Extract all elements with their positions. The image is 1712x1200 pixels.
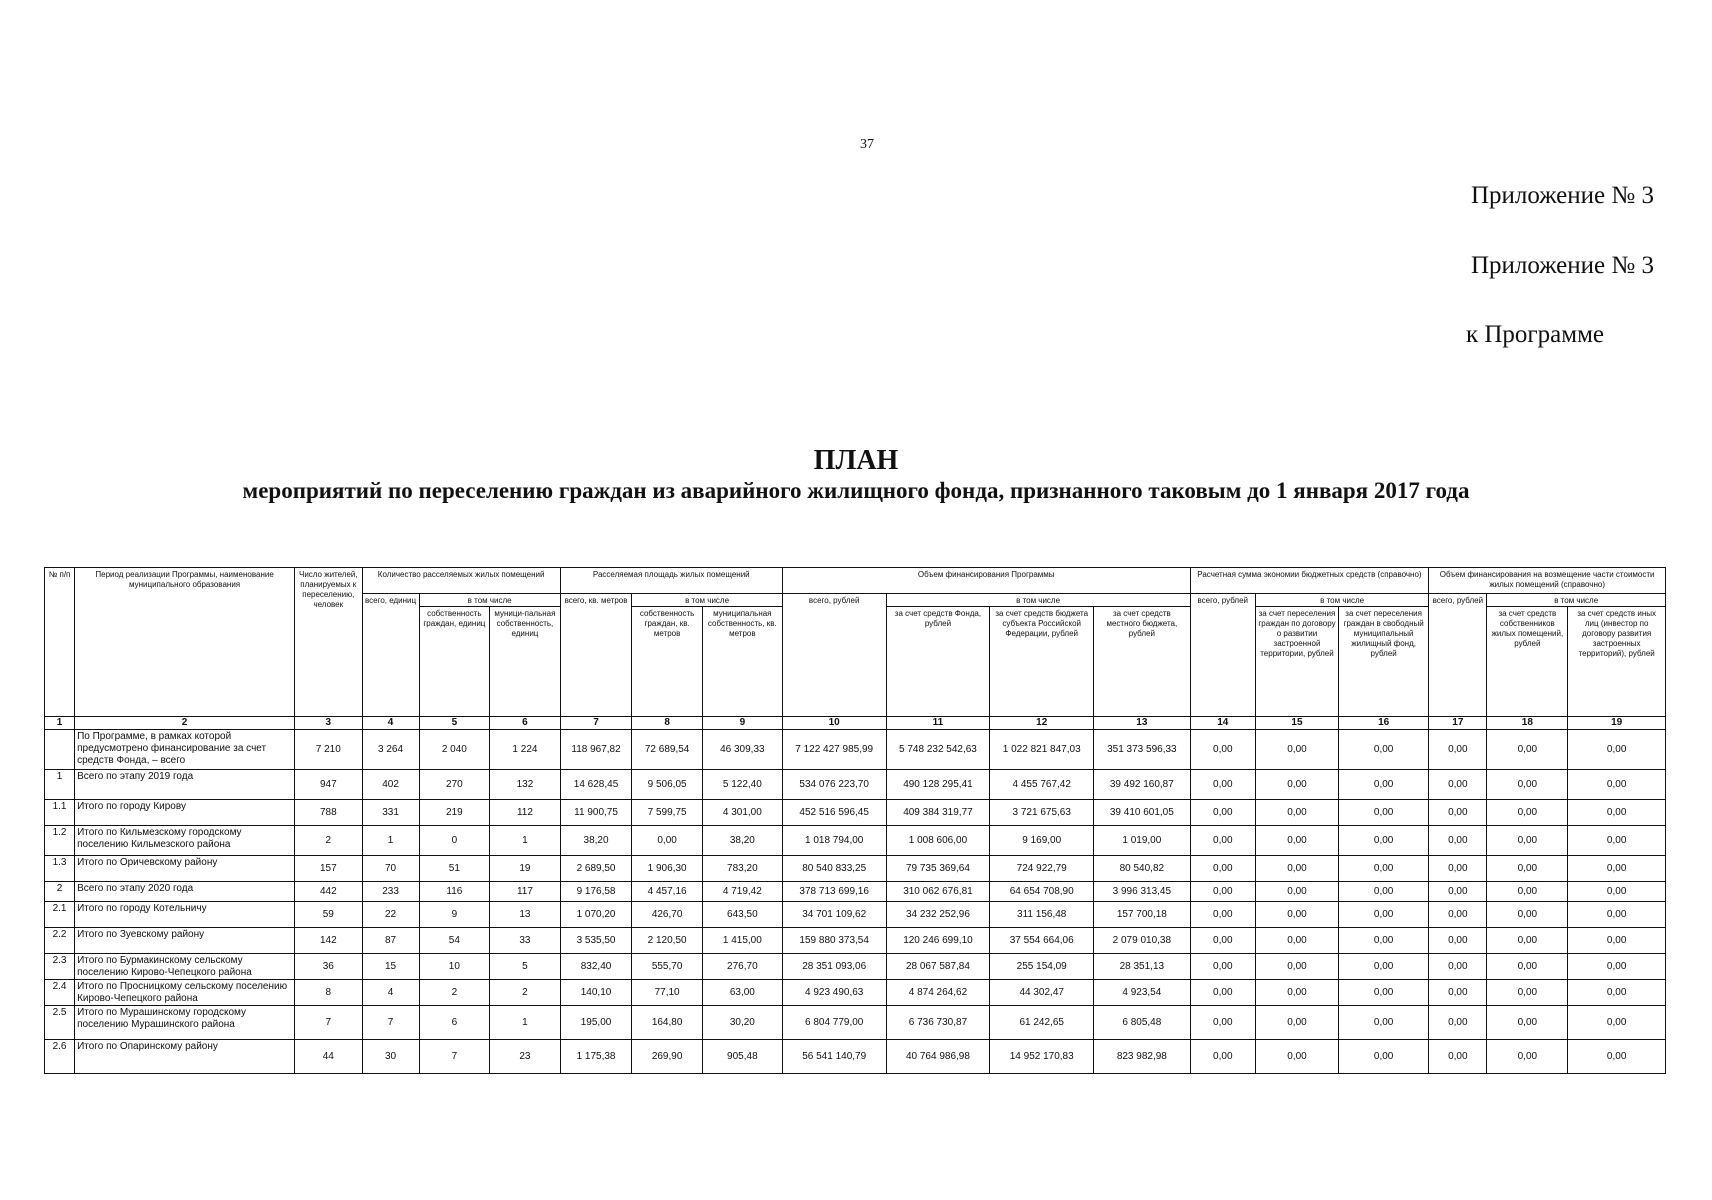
row-value: 80 540 833,25	[782, 856, 886, 882]
row-value: 0,00	[1190, 730, 1255, 770]
header-regional-rub: за счет средств бюджета субъекта Российской Федерации, рублей	[990, 607, 1094, 717]
resettlement-plan-table	[44, 567, 1666, 1074]
row-value: 140,10	[560, 980, 632, 1006]
row-value: 44 302,47	[990, 980, 1094, 1006]
row-value: 14 628,45	[560, 770, 632, 800]
header-including: в том числе	[886, 594, 1190, 607]
row-value: 0,00	[1568, 882, 1666, 902]
row-value: 351 373 596,33	[1094, 730, 1191, 770]
row-value: 823 982,98	[1094, 1040, 1191, 1074]
row-name: Итого по Кильмезскому городскому поселению Кильмезского района	[75, 826, 295, 856]
row-value: 44	[295, 1040, 362, 1074]
row-value: 6 805,48	[1094, 1006, 1191, 1040]
row-value: 1	[490, 1006, 561, 1040]
row-value: 30,20	[702, 1006, 782, 1040]
row-value: 164,80	[632, 1006, 703, 1040]
appendix-label: Приложение № 3	[1470, 182, 1654, 209]
header-reimb-other: за счет средств иных лиц (инвестор по договору развития застроенных территорий), рублей	[1568, 607, 1666, 717]
row-value: 19	[490, 856, 561, 882]
row-value: 0,00	[1255, 826, 1338, 856]
header-reimb-owners: за счет средств собственников жилых помещений, рублей	[1487, 607, 1568, 717]
row-value: 0,00	[1568, 730, 1666, 770]
header-group-reimbursement: Объем финансирования на возмещение части стоимости жилых помещений (справочно)	[1429, 568, 1666, 594]
header-including: в том числе	[1255, 594, 1428, 607]
document-subtitle: мероприятий по переселению граждан из аварийного жилищного фонда, признанного таковым до 1 января 2017 года	[242, 478, 1470, 503]
row-value: 643,50	[702, 902, 782, 928]
row-value: 0,00	[1487, 980, 1568, 1006]
row-value: 37 554 664,06	[990, 928, 1094, 954]
row-name: Итого по Оричевскому району	[75, 856, 295, 882]
header-citizens-area: собственность граждан, кв. метров	[632, 607, 703, 717]
header-group-units: Количество расселяемых жилых помещений	[362, 568, 560, 594]
header-citizens-units: собственность граждан, единиц	[419, 607, 490, 717]
row-value: 0,00	[1190, 1006, 1255, 1040]
row-value: 0,00	[1568, 928, 1666, 954]
row-number: 2.3	[45, 954, 75, 980]
row-value: 0,00	[1429, 902, 1487, 928]
row-value: 3 264	[362, 730, 419, 770]
header-group-area: Расселяемая площадь жилых помещений	[560, 568, 782, 594]
row-name: Итого по городу Котельничу	[75, 902, 295, 928]
row-value: 490 128 295,41	[886, 770, 990, 800]
row-value: 7	[362, 1006, 419, 1040]
column-number: 16	[1338, 717, 1428, 730]
header-no: № п/п	[45, 568, 75, 717]
header-group-financing: Объем финансирования Программы	[782, 568, 1190, 594]
row-value: 1 022 821 847,03	[990, 730, 1094, 770]
row-number: 2.6	[45, 1040, 75, 1074]
row-value: 0,00	[1568, 954, 1666, 980]
row-number: 2.5	[45, 1006, 75, 1040]
header-fund-rub: за счет средств Фонда, рублей	[886, 607, 990, 717]
row-value: 64 654 708,90	[990, 882, 1094, 902]
row-value: 0,00	[632, 826, 703, 856]
row-value: 0,00	[1429, 800, 1487, 826]
row-value: 0,00	[1429, 826, 1487, 856]
row-value: 1 019,00	[1094, 826, 1191, 856]
row-value: 8	[295, 980, 362, 1006]
row-value: 276,70	[702, 954, 782, 980]
row-value: 46 309,33	[702, 730, 782, 770]
row-value: 0,00	[1255, 800, 1338, 826]
column-number: 9	[702, 717, 782, 730]
row-value: 2	[295, 826, 362, 856]
row-value: 142	[295, 928, 362, 954]
row-value: 23	[490, 1040, 561, 1074]
row-value: 233	[362, 882, 419, 902]
row-value: 6 804 779,00	[782, 1006, 886, 1040]
row-value: 2 689,50	[560, 856, 632, 882]
row-value: 0,00	[1487, 882, 1568, 902]
row-value: 0,00	[1429, 882, 1487, 902]
row-value: 0,00	[1190, 882, 1255, 902]
table-row	[45, 902, 1666, 928]
row-value: 3 996 313,45	[1094, 882, 1191, 902]
row-value: 0,00	[1338, 980, 1428, 1006]
row-value: 255 154,09	[990, 954, 1094, 980]
row-number: 2.4	[45, 980, 75, 1006]
row-value: 15	[362, 954, 419, 980]
row-value: 0,00	[1255, 1040, 1338, 1074]
row-value: 402	[362, 770, 419, 800]
row-value: 905,48	[702, 1040, 782, 1074]
row-value: 14 952 170,83	[990, 1040, 1094, 1074]
row-value: 7 210	[295, 730, 362, 770]
row-value: 0,00	[1338, 826, 1428, 856]
row-value: 4 874 264,62	[886, 980, 990, 1006]
row-value: 452 516 596,45	[782, 800, 886, 826]
row-value: 1 018 794,00	[782, 826, 886, 856]
row-value: 7	[419, 1040, 490, 1074]
table-row	[45, 928, 1666, 954]
row-value: 270	[419, 770, 490, 800]
column-number: 13	[1094, 717, 1191, 730]
row-value: 0,00	[1429, 1040, 1487, 1074]
row-value: 0,00	[1338, 856, 1428, 882]
row-value: 0,00	[1568, 980, 1666, 1006]
row-value: 1 224	[490, 730, 561, 770]
row-value: 9	[419, 902, 490, 928]
table-row	[45, 730, 1666, 770]
row-value: 0,00	[1338, 954, 1428, 980]
column-number-row	[45, 717, 1666, 730]
row-value: 9 169,00	[990, 826, 1094, 856]
row-value: 0,00	[1487, 730, 1568, 770]
row-name: Итого по городу Кирову	[75, 800, 295, 826]
row-value: 9 506,05	[632, 770, 703, 800]
row-value: 0,00	[1338, 730, 1428, 770]
row-value: 159 880 373,54	[782, 928, 886, 954]
row-value: 0,00	[1255, 902, 1338, 928]
row-value: 34 701 109,62	[782, 902, 886, 928]
row-value: 331	[362, 800, 419, 826]
row-value: 39 410 601,05	[1094, 800, 1191, 826]
header-econ-free-fund: за счет переселения граждан в свободный муниципальный жилищный фонд, рублей	[1338, 607, 1428, 717]
header-municipal-units: муници-пальная собственность, единиц	[490, 607, 561, 717]
row-value: 0,00	[1429, 730, 1487, 770]
row-value: 0,00	[1568, 856, 1666, 882]
row-value: 77,10	[632, 980, 703, 1006]
row-name: Итого по Мурашинскому городскому поселению Мурашинского района	[75, 1006, 295, 1040]
row-value: 0,00	[1190, 902, 1255, 928]
table-row	[45, 980, 1666, 1006]
row-number: 2.1	[45, 902, 75, 928]
row-value: 0,00	[1338, 902, 1428, 928]
row-value: 0,00	[1568, 902, 1666, 928]
row-value: 0,00	[1338, 928, 1428, 954]
row-number: 2.2	[45, 928, 75, 954]
header-total-units: всего, единиц	[362, 594, 419, 717]
column-number: 10	[782, 717, 886, 730]
row-value: 0,00	[1568, 770, 1666, 800]
row-value: 10	[419, 954, 490, 980]
row-value: 0,00	[1255, 928, 1338, 954]
row-value: 0,00	[1190, 856, 1255, 882]
row-value: 0,00	[1487, 1040, 1568, 1074]
row-value: 2	[490, 980, 561, 1006]
row-value: 788	[295, 800, 362, 826]
header-econ-development: за счет переселения граждан по договору о развитии застроенной территории, рублей	[1255, 607, 1338, 717]
row-value: 0,00	[1255, 1006, 1338, 1040]
row-value: 195,00	[560, 1006, 632, 1040]
row-number: 1.3	[45, 856, 75, 882]
row-value: 5	[490, 954, 561, 980]
row-value: 13	[490, 902, 561, 928]
row-value: 0,00	[1338, 882, 1428, 902]
row-value: 724 922,79	[990, 856, 1094, 882]
row-value: 0,00	[1338, 1006, 1428, 1040]
row-name: Всего по этапу 2020 года	[75, 882, 295, 902]
row-number: 2	[45, 882, 75, 902]
row-number: 1	[45, 770, 75, 800]
row-value: 0,00	[1487, 800, 1568, 826]
row-value: 79 735 369,64	[886, 856, 990, 882]
row-value: 0,00	[1568, 1040, 1666, 1074]
row-value: 0,00	[1487, 928, 1568, 954]
row-value: 28 351,13	[1094, 954, 1191, 980]
column-number: 17	[1429, 717, 1487, 730]
row-value: 783,20	[702, 856, 782, 882]
row-value: 310 062 676,81	[886, 882, 990, 902]
row-value: 6	[419, 1006, 490, 1040]
row-number: 1.1	[45, 800, 75, 826]
header-reimb-total: всего, рублей	[1429, 594, 1487, 717]
row-value: 7 122 427 985,99	[782, 730, 886, 770]
row-value: 947	[295, 770, 362, 800]
row-value: 2 079 010,38	[1094, 928, 1191, 954]
table-row	[45, 1006, 1666, 1040]
column-number: 14	[1190, 717, 1255, 730]
table-body	[45, 730, 1666, 1074]
row-value: 28 351 093,06	[782, 954, 886, 980]
row-value: 157	[295, 856, 362, 882]
row-value: 118 967,82	[560, 730, 632, 770]
row-value: 2 040	[419, 730, 490, 770]
row-value: 4 457,16	[632, 882, 703, 902]
header-econ-total: всего, рублей	[1190, 594, 1255, 717]
table-row	[45, 954, 1666, 980]
row-value: 87	[362, 928, 419, 954]
row-value: 0,00	[1429, 928, 1487, 954]
row-value: 0,00	[1487, 902, 1568, 928]
row-value: 7	[295, 1006, 362, 1040]
table-row	[45, 800, 1666, 826]
row-value: 0,00	[1190, 980, 1255, 1006]
column-number: 2	[75, 717, 295, 730]
header-municipal-area: муниципальная собственность, кв. метров	[702, 607, 782, 717]
row-name: Итого по Бурмакинскому сельскому поселению Кирово-Чепецкого района	[75, 954, 295, 980]
row-value: 1 175,38	[560, 1040, 632, 1074]
row-value: 1 008 606,00	[886, 826, 990, 856]
column-number: 6	[490, 717, 561, 730]
row-value: 112	[490, 800, 561, 826]
row-value: 0,00	[1255, 980, 1338, 1006]
row-number	[45, 730, 75, 770]
row-value: 0,00	[1190, 770, 1255, 800]
row-value: 61 242,65	[990, 1006, 1094, 1040]
row-value: 7 599,75	[632, 800, 703, 826]
row-value: 3 721 675,63	[990, 800, 1094, 826]
table-row	[45, 856, 1666, 882]
column-number: 4	[362, 717, 419, 730]
row-value: 1	[490, 826, 561, 856]
row-value: 22	[362, 902, 419, 928]
row-value: 0,00	[1487, 954, 1568, 980]
header-including: в том числе	[1487, 594, 1666, 607]
row-value: 0,00	[1190, 826, 1255, 856]
row-value: 409 384 319,77	[886, 800, 990, 826]
row-value: 534 076 223,70	[782, 770, 886, 800]
row-value: 3 535,50	[560, 928, 632, 954]
row-value: 0,00	[1568, 826, 1666, 856]
row-value: 157 700,18	[1094, 902, 1191, 928]
row-value: 0,00	[1429, 1006, 1487, 1040]
document-title: ПЛАН	[813, 445, 899, 476]
row-value: 0,00	[1568, 800, 1666, 826]
row-value: 0,00	[1255, 730, 1338, 770]
header-residents: Число жителей, планируемых к переселению, человек	[295, 568, 362, 717]
row-value: 0,00	[1338, 770, 1428, 800]
row-value: 38,20	[702, 826, 782, 856]
page-number: 37	[860, 137, 874, 152]
row-value: 0,00	[1487, 1006, 1568, 1040]
column-number: 18	[1487, 717, 1568, 730]
row-value: 38,20	[560, 826, 632, 856]
row-value: 269,90	[632, 1040, 703, 1074]
row-value: 0	[419, 826, 490, 856]
row-value: 0,00	[1190, 954, 1255, 980]
header-local-rub: за счет средств местного бюджета, рублей	[1094, 607, 1191, 717]
row-name: Итого по Опаринскому району	[75, 1040, 295, 1074]
row-value: 117	[490, 882, 561, 902]
row-value: 11 900,75	[560, 800, 632, 826]
row-value: 4 301,00	[702, 800, 782, 826]
row-value: 0,00	[1190, 1040, 1255, 1074]
row-value: 832,40	[560, 954, 632, 980]
row-value: 63,00	[702, 980, 782, 1006]
row-value: 1 906,30	[632, 856, 703, 882]
row-value: 0,00	[1429, 770, 1487, 800]
row-value: 28 067 587,84	[886, 954, 990, 980]
row-value: 0,00	[1255, 770, 1338, 800]
table-row	[45, 826, 1666, 856]
header-total-rub: всего, рублей	[782, 594, 886, 717]
row-value: 1 415,00	[702, 928, 782, 954]
header-name: Период реализации Программы, наименование муниципального образования	[75, 568, 295, 717]
table-row	[45, 770, 1666, 800]
row-value: 0,00	[1487, 770, 1568, 800]
row-value: 1 070,20	[560, 902, 632, 928]
row-value: 0,00	[1429, 954, 1487, 980]
row-number: 1.2	[45, 826, 75, 856]
header-including: в том числе	[632, 594, 782, 607]
column-number: 1	[45, 717, 75, 730]
column-number: 12	[990, 717, 1094, 730]
row-value: 4 923 490,63	[782, 980, 886, 1006]
row-value: 72 689,54	[632, 730, 703, 770]
row-value: 4	[362, 980, 419, 1006]
header-total-area: всего, кв. метров	[560, 594, 632, 717]
row-value: 1	[362, 826, 419, 856]
table-row	[45, 882, 1666, 902]
row-value: 34 232 252,96	[886, 902, 990, 928]
row-value: 80 540,82	[1094, 856, 1191, 882]
table-row	[45, 1040, 1666, 1074]
row-value: 219	[419, 800, 490, 826]
row-value: 0,00	[1487, 856, 1568, 882]
row-value: 33	[490, 928, 561, 954]
row-value: 0,00	[1190, 928, 1255, 954]
column-number: 15	[1255, 717, 1338, 730]
row-value: 0,00	[1338, 800, 1428, 826]
row-value: 9 176,58	[560, 882, 632, 902]
row-value: 0,00	[1487, 826, 1568, 856]
row-value: 132	[490, 770, 561, 800]
row-value: 2	[419, 980, 490, 1006]
row-value: 116	[419, 882, 490, 902]
row-value: 4 719,42	[702, 882, 782, 902]
row-value: 4 923,54	[1094, 980, 1191, 1006]
row-name: Итого по Зуевскому району	[75, 928, 295, 954]
program-reference: к Программе	[1465, 321, 1604, 348]
row-value: 39 492 160,87	[1094, 770, 1191, 800]
row-value: 0,00	[1429, 856, 1487, 882]
row-value: 36	[295, 954, 362, 980]
row-value: 56 541 140,79	[782, 1040, 886, 1074]
row-value: 442	[295, 882, 362, 902]
row-value: 6 736 730,87	[886, 1006, 990, 1040]
row-value: 70	[362, 856, 419, 882]
row-value: 54	[419, 928, 490, 954]
column-number: 5	[419, 717, 490, 730]
row-value: 0,00	[1255, 882, 1338, 902]
table-header	[45, 568, 1666, 730]
row-value: 5 748 232 542,63	[886, 730, 990, 770]
row-value: 4 455 767,42	[990, 770, 1094, 800]
row-value: 0,00	[1255, 856, 1338, 882]
row-value: 51	[419, 856, 490, 882]
column-number: 3	[295, 717, 362, 730]
row-value: 311 156,48	[990, 902, 1094, 928]
row-value: 0,00	[1568, 1006, 1666, 1040]
appendix-label: Приложение № 3	[1470, 252, 1654, 279]
row-name: По Программе, в рамках которой предусмотрено финансирование за счет средств Фонда, – всего	[75, 730, 295, 770]
row-value: 40 764 986,98	[886, 1040, 990, 1074]
row-value: 120 246 699,10	[886, 928, 990, 954]
column-number: 8	[632, 717, 703, 730]
row-value: 378 713 699,16	[782, 882, 886, 902]
row-value: 555,70	[632, 954, 703, 980]
column-number: 11	[886, 717, 990, 730]
row-value: 0,00	[1338, 1040, 1428, 1074]
row-value: 2 120,50	[632, 928, 703, 954]
row-value: 0,00	[1255, 954, 1338, 980]
row-name: Всего по этапу 2019 года	[75, 770, 295, 800]
row-value: 0,00	[1190, 800, 1255, 826]
header-group-economy: Расчетная сумма экономии бюджетных средств (справочно)	[1190, 568, 1429, 594]
column-number: 7	[560, 717, 632, 730]
row-name: Итого по Просницкому сельскому поселению Кирово-Чепецкого района	[75, 980, 295, 1006]
row-value: 30	[362, 1040, 419, 1074]
row-value: 426,70	[632, 902, 703, 928]
header-including: в том числе	[419, 594, 560, 607]
row-value: 0,00	[1429, 980, 1487, 1006]
row-value: 59	[295, 902, 362, 928]
row-value: 5 122,40	[702, 770, 782, 800]
column-number: 19	[1568, 717, 1666, 730]
